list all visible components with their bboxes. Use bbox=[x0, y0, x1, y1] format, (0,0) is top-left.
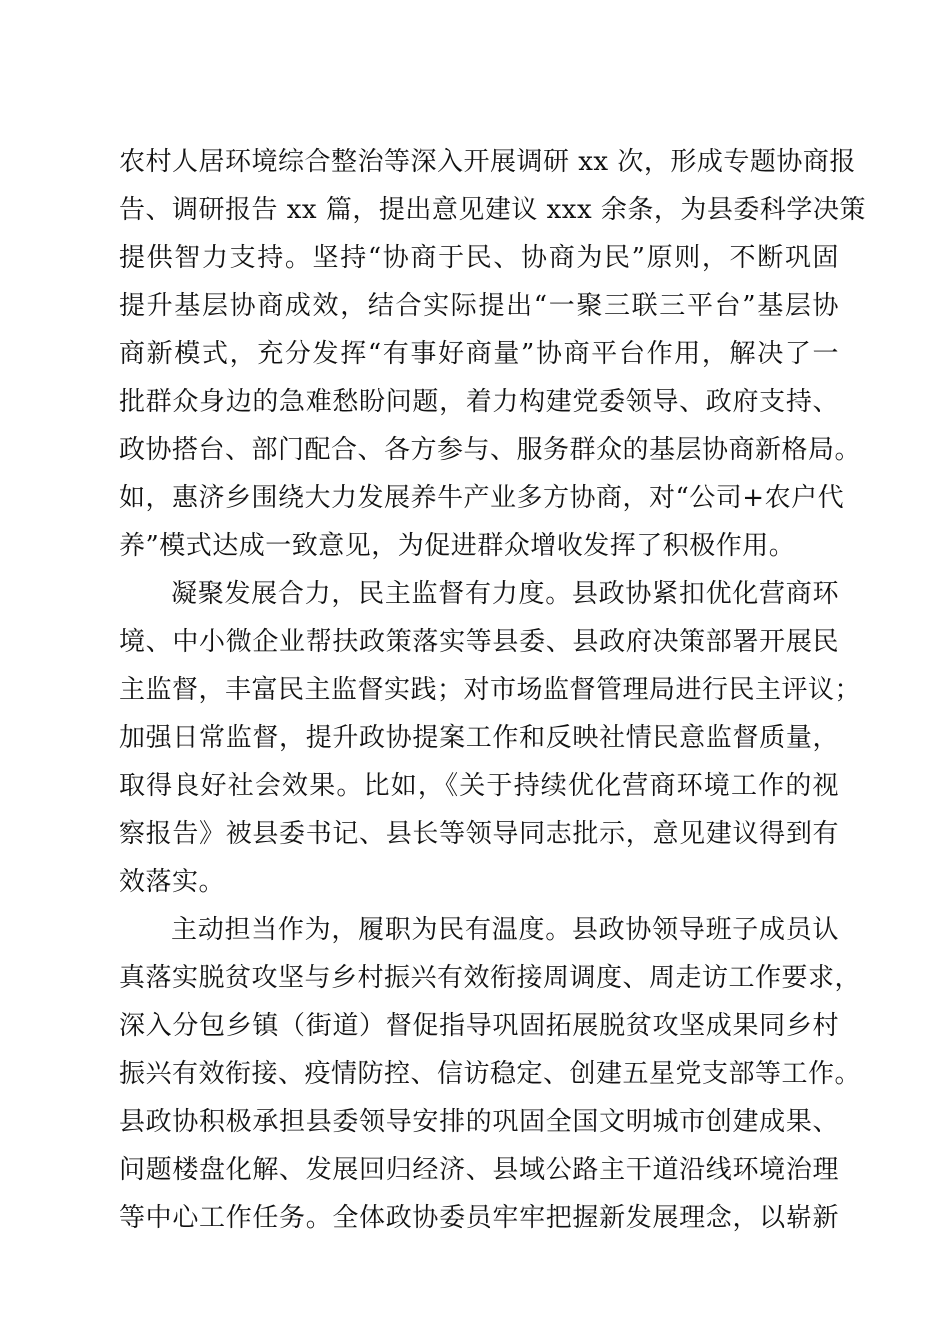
text-line: 取得良好社会效果。比如，《关于持续优化营商环境工作的视 bbox=[119, 771, 839, 801]
text-line: 县政协积极承担县委领导安排的巩固全国文明城市创建成果、 bbox=[119, 1107, 839, 1137]
text-line: 批群众身边的急难愁盼问题，着力构建党委领导、政府支持、 bbox=[119, 387, 839, 417]
text-line: 境、中小微企业帮扶政策落实等县委、县政府决策部署开展民 bbox=[119, 627, 839, 657]
text-line: 主监督，丰富民主监督实践；对市场监督管理局进行民主评议； bbox=[119, 675, 862, 705]
text-line: 察报告》被县委书记、县长等领导同志批示，意见建议得到有 bbox=[119, 819, 839, 849]
text-line: 效落实。 bbox=[119, 867, 226, 897]
text-line: 等中心工作任务。全体政协委员牢牢把握新发展理念，以崭新 bbox=[119, 1203, 839, 1233]
paragraph-heading-line: 主动担当作为，履职为民有温度。县政协领导班子成员认 bbox=[171, 915, 839, 945]
text-line: 提升基层协商成效，结合实际提出“一聚三联三平台”基层协 bbox=[119, 291, 839, 321]
text-line: 如，惠济乡围绕大力发展养牛产业多方协商，对“公司+农户代 bbox=[119, 483, 845, 513]
text-line: 振兴有效衔接、疫情防控、信访稳定、创建五星党支部等工作。 bbox=[119, 1059, 862, 1089]
text-line: 农村人居环境综合整治等深入开展调研 xx 次，形成专题协商报 bbox=[119, 147, 856, 177]
text-line: 养”模式达成一致意见，为促进群众增收发挥了积极作用。 bbox=[119, 531, 796, 561]
text-line: 问题楼盘化解、发展回归经济、县域公路主干道沿线环境治理 bbox=[119, 1155, 839, 1185]
text-line: 加强日常监督，提升政协提案工作和反映社情民意监督质量， bbox=[119, 723, 839, 753]
text-line: 商新模式，充分发挥“有事好商量”协商平台作用，解决了一 bbox=[119, 339, 839, 369]
paragraph-heading-line: 凝聚发展合力，民主监督有力度。县政协紧扣优化营商环 bbox=[171, 579, 839, 609]
text-line: 告、调研报告 xx 篇，提出意见建议 xxx 余条，为县委科学决策 bbox=[119, 195, 866, 225]
text-line: 真落实脱贫攻坚与乡村振兴有效衔接周调度、周走访工作要求， bbox=[119, 963, 862, 993]
text-line: 政协搭台、部门配合、各方参与、服务群众的基层协商新格局。 bbox=[119, 435, 862, 465]
text-line: 提供智力支持。坚持“协商于民、协商为民”原则，不断巩固 bbox=[119, 243, 839, 273]
text-line: 深入分包乡镇（街道）督促指导巩固拓展脱贫攻坚成果同乡村 bbox=[119, 1011, 839, 1041]
